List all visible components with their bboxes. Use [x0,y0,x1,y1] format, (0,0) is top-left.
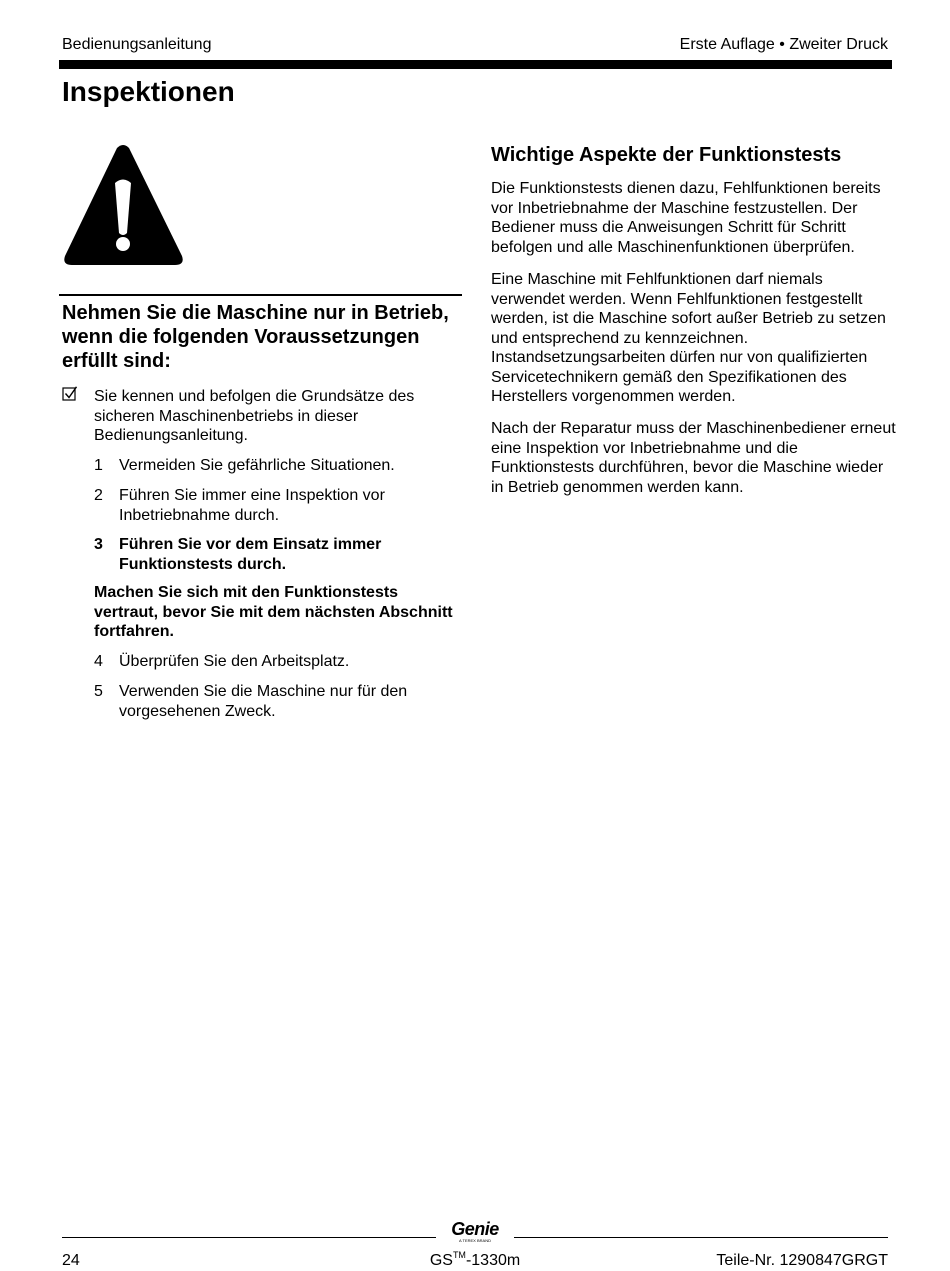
model-prefix: GS [429,1252,453,1269]
checklist-item-text: Sie kennen und befolgen die Grundsätze des sicheren Maschinenbetriebs in dieser Bedienungsanleitung. [94,388,415,444]
paragraph: Die Funktionstests dienen dazu, Fehlfunktionen bereits vor Inbetriebnahme der Maschine festzustellen. Der Bediener muss die Anweisungen Schritt für Schritt befolgen und alle Maschinenfunktionen überprüfen. [491,180,881,256]
list-item-number: 3 [94,536,103,553]
list-item: Verwenden Sie die Maschine nur für den vorgesehenen Zweck. [119,683,408,720]
section-rule [59,294,462,296]
function-test-note: Machen Sie sich mit den Funktionstests vertraut, bevor Sie mit dem nächsten Abschnitt fortfahren. [94,584,453,640]
genie-logo-text: Genie [451,1219,499,1239]
list-item: Führen Sie vor dem Einsatz immer Funktionstests durch. [119,536,382,573]
checked-box-icon [62,386,78,402]
warning-triangle-exclamation-icon [62,143,185,267]
list-item: Führen Sie immer eine Inspektion vor Inbetriebnahme durch. [119,487,385,524]
requirements-heading: Nehmen Sie die Maschine nur in Betrieb, wenn die folgenden Voraussetzungen erfüllt sind: [62,302,449,372]
page-title: Inspektionen [62,76,235,107]
model-suffix: -1330m [465,1252,521,1269]
trademark-mark: TM [452,1250,466,1260]
list-item-number: 5 [94,683,103,700]
genie-logo-tagline: A TEREX BRAND [459,1238,491,1243]
paragraph: Nach der Reparatur muss der Maschinenbediener erneut eine Inspektion vor Inbetriebnahme und die Funktionstests durchführen, bevor die Maschine wieder in Betrieb genommen werden kann. [491,420,896,496]
list-item-number: 2 [94,487,103,504]
header-rule [59,60,892,69]
footer-rule-left [62,1237,436,1238]
header-edition: Erste Auflage • Zweiter Druck [679,36,888,53]
list-item-number: 4 [94,653,103,670]
list-item-number: 1 [94,457,103,474]
footer-rule-right [514,1237,888,1238]
genie-logo [441,1220,509,1243]
list-item: Vermeiden Sie gefährliche Situationen. [119,457,395,474]
page-number: 24 [62,1252,80,1269]
list-item: Überprüfen Sie den Arbeitsplatz. [119,653,350,670]
header-document-title: Bedienungsanleitung [62,36,212,53]
paragraph: Eine Maschine mit Fehlfunktionen darf niemals verwendet werden. Wenn Fehlfunktionen festgestellt werden, ist die Maschine sofort außer Betrieb zu setzen und entsprechend zu kennzeichnen. Instandsetzungsarbeiten dürfen nur von qualifizierten Servicetechnikern gemäß den Spezifikationen des Herstellers vorgenommen werden. [491,271,886,405]
part-number: Teile-Nr. 1290847GRGT [716,1252,888,1269]
function-tests-heading: Wichtige Aspekte der Funktionstests [491,144,842,166]
